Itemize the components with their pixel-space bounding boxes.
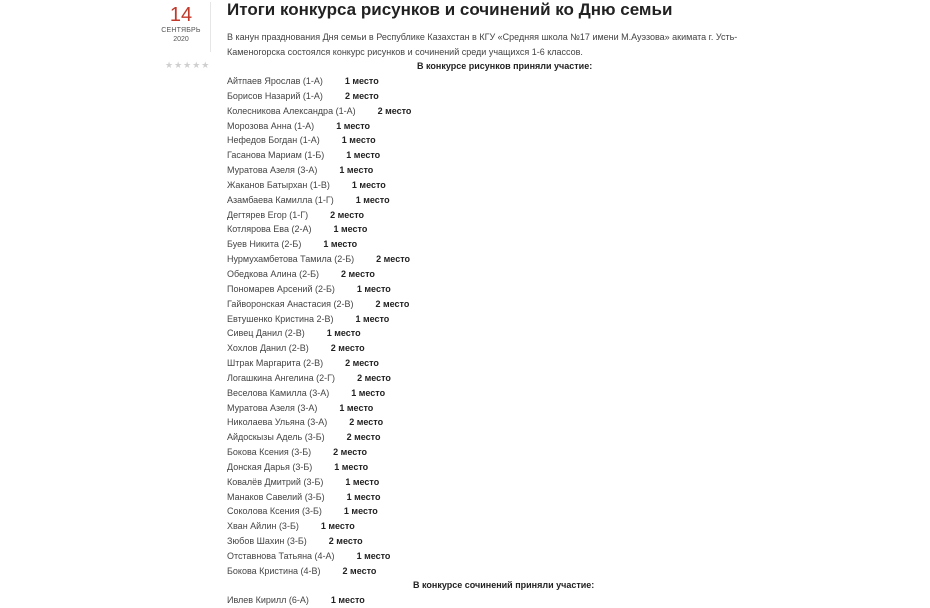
date-day: 14 xyxy=(169,4,193,26)
list-item xyxy=(227,119,627,134)
list-item xyxy=(227,208,627,223)
list-item xyxy=(227,386,627,401)
participant-place: 1 место xyxy=(334,461,369,472)
list-item xyxy=(227,445,627,460)
participant-name: Пономарев Арсений (2-Б) xyxy=(227,283,335,294)
participant-name: Штрак Маргарита (2-В) xyxy=(227,358,324,369)
participant-name: Гайворонская Анастасия (2-В) xyxy=(227,298,354,309)
participant-name: Айтпаев Ярослав (1-А) xyxy=(227,76,323,86)
participant-place: 2 место xyxy=(330,209,364,220)
participant-name: Гасанова Мариам (1-Б) xyxy=(227,150,325,161)
participant-name: Сивец Данил (2-В) xyxy=(227,328,305,339)
list-item xyxy=(227,252,627,267)
participant-name: Муратова Азеля (3-А) xyxy=(227,165,318,176)
list-item xyxy=(227,222,627,237)
list-item xyxy=(227,460,627,475)
participant-name: Азамбаева Камилла (1-Г) xyxy=(227,194,334,205)
participant-name: Хохлов Данил (2-В) xyxy=(227,343,309,354)
participant-place: 1 место xyxy=(346,491,381,502)
list-item xyxy=(227,312,627,327)
list-item xyxy=(227,148,627,163)
participant-place: 1 место xyxy=(323,239,358,250)
participant-place: 2 место xyxy=(376,254,410,265)
participant-name: Жаканов Батырхан (1-В) xyxy=(227,179,330,190)
list-item xyxy=(227,549,627,564)
participant-place: 2 место xyxy=(377,105,412,116)
participant-place: 1 место xyxy=(351,387,386,398)
article-intro: В канун празднования Дня семьи в Республике Казахстан в КГУ «Средняя школа №17 имени М.Ауэзова» акимата г. Усть-Каменогорска состоялся конкурс рисунков и сочинений среди учащихся 1-6 классов. xyxy=(227,32,738,57)
list-item xyxy=(227,401,627,416)
participant-place: 1 место xyxy=(333,224,368,235)
participant-name: Нефедов Богдан (1-А) xyxy=(227,135,320,146)
participant-place: 1 место xyxy=(355,194,390,205)
list-item xyxy=(227,104,627,119)
list-item xyxy=(227,74,627,89)
participant-name: Колесникова Александра (1-А) xyxy=(227,105,356,116)
participant-place: 2 место xyxy=(349,417,384,428)
list-item xyxy=(227,593,627,608)
participant-name: Ковалёв Дмитрий (3-Б) xyxy=(227,476,324,487)
participant-name: Нурмухамбетова Тамила (2-Б) xyxy=(227,254,355,265)
participant-place: 2 место xyxy=(342,565,377,576)
list-item xyxy=(227,356,627,371)
list-item xyxy=(227,371,627,386)
participant-place: 2 место xyxy=(375,298,410,309)
list-item xyxy=(227,490,627,505)
list-item xyxy=(227,475,627,490)
participant-place: 1 место xyxy=(336,120,371,131)
participant-name: Николаева Ульяна (3-А) xyxy=(227,417,328,428)
drawings-list xyxy=(227,74,627,579)
participant-name: Обедкова Алина (2-Б) xyxy=(227,268,320,279)
participant-place: 1 место xyxy=(339,402,374,413)
participant-name: Соколова Ксения (3-Б) xyxy=(227,506,322,517)
participant-name: Логашкина Ангелина (2-Г) xyxy=(227,372,336,383)
list-item xyxy=(227,178,627,193)
list-item xyxy=(227,133,627,148)
participant-place: 1 место xyxy=(344,76,379,86)
participant-place: 1 место xyxy=(355,313,390,324)
participant-place: 1 место xyxy=(326,328,361,339)
essays-heading: В конкурсе сочинений приняли участие: xyxy=(413,580,595,590)
participant-place: 2 место xyxy=(345,358,379,369)
participant-place: 2 место xyxy=(357,372,391,383)
article-title: Итоги конкурса рисунков и сочинений ко Дню семьи xyxy=(227,0,673,19)
list-item xyxy=(227,326,627,341)
participant-place: 1 место xyxy=(356,283,391,294)
participant-place: 1 место xyxy=(341,135,376,146)
participant-place: 1 место xyxy=(356,551,391,561)
list-item xyxy=(227,504,627,519)
participant-name: Бокова Кристина (4-В) xyxy=(227,565,321,576)
date-year: 2020 xyxy=(173,36,189,43)
list-item xyxy=(227,341,627,356)
participant-name: Евтушенко Кристина 2-В) xyxy=(227,313,334,324)
participant-name: Отставнова Татьяна (4-А) xyxy=(227,551,335,561)
rating-stars[interactable]: ★★★★★ xyxy=(165,60,211,70)
list-item xyxy=(227,297,627,312)
participant-name: Хван Айлин (3-Б) xyxy=(227,521,299,532)
list-item xyxy=(227,564,627,579)
list-item xyxy=(227,193,627,208)
participant-name: Донская Дарья (3-Б) xyxy=(227,461,313,472)
participant-name: Зюбов Шахин (3-Б) xyxy=(227,536,307,547)
list-item xyxy=(227,534,627,549)
participant-name: Дегтярев Егор (1-Г) xyxy=(227,209,309,220)
participant-place: 1 место xyxy=(339,165,374,176)
participant-name: Морозова Анна (1-А) xyxy=(227,120,315,131)
list-item xyxy=(227,163,627,178)
participant-name: Борисов Назарий (1-А) xyxy=(227,90,323,101)
date-month: СЕНТЯБРЬ xyxy=(161,27,201,34)
list-item xyxy=(227,519,627,534)
participant-place: 2 место xyxy=(344,90,379,101)
participant-place: 1 место xyxy=(351,179,386,190)
participant-place: 1 место xyxy=(343,506,378,517)
participant-place: 2 место xyxy=(346,432,381,443)
date-badge xyxy=(152,2,211,52)
list-item xyxy=(227,282,627,297)
list-item xyxy=(227,415,627,430)
participant-name: Котлярова Ева (2-А) xyxy=(227,224,312,235)
participant-place: 2 место xyxy=(330,343,365,354)
participant-place: 1 место xyxy=(346,150,381,161)
list-item xyxy=(227,267,627,282)
participant-name: Веселова Камилла (3-А) xyxy=(227,387,330,398)
list-item xyxy=(227,237,627,252)
participant-name: Айдоскызы Адель (3-Б) xyxy=(227,432,325,443)
participant-name: Манаков Савелий (3-Б) xyxy=(227,491,325,502)
participant-name: Муратова Азеля (3-А) xyxy=(227,402,318,413)
participant-name: Бокова Ксения (3-Б) xyxy=(227,447,312,458)
participant-place: 1 место xyxy=(345,476,380,487)
participant-place: 2 место xyxy=(333,447,368,458)
list-item xyxy=(227,89,627,104)
participant-place: 1 место xyxy=(330,595,365,605)
essays-list xyxy=(227,593,627,608)
participant-place: 1 место xyxy=(320,521,355,532)
participant-place: 2 место xyxy=(328,536,363,547)
participant-place: 2 место xyxy=(341,268,375,279)
list-item xyxy=(227,430,627,445)
drawings-heading: В конкурсе рисунков приняли участие: xyxy=(417,61,593,71)
participant-name: Ивлев Кирилл (6-А) xyxy=(227,595,309,605)
participant-name: Буев Никита (2-Б) xyxy=(227,239,302,250)
